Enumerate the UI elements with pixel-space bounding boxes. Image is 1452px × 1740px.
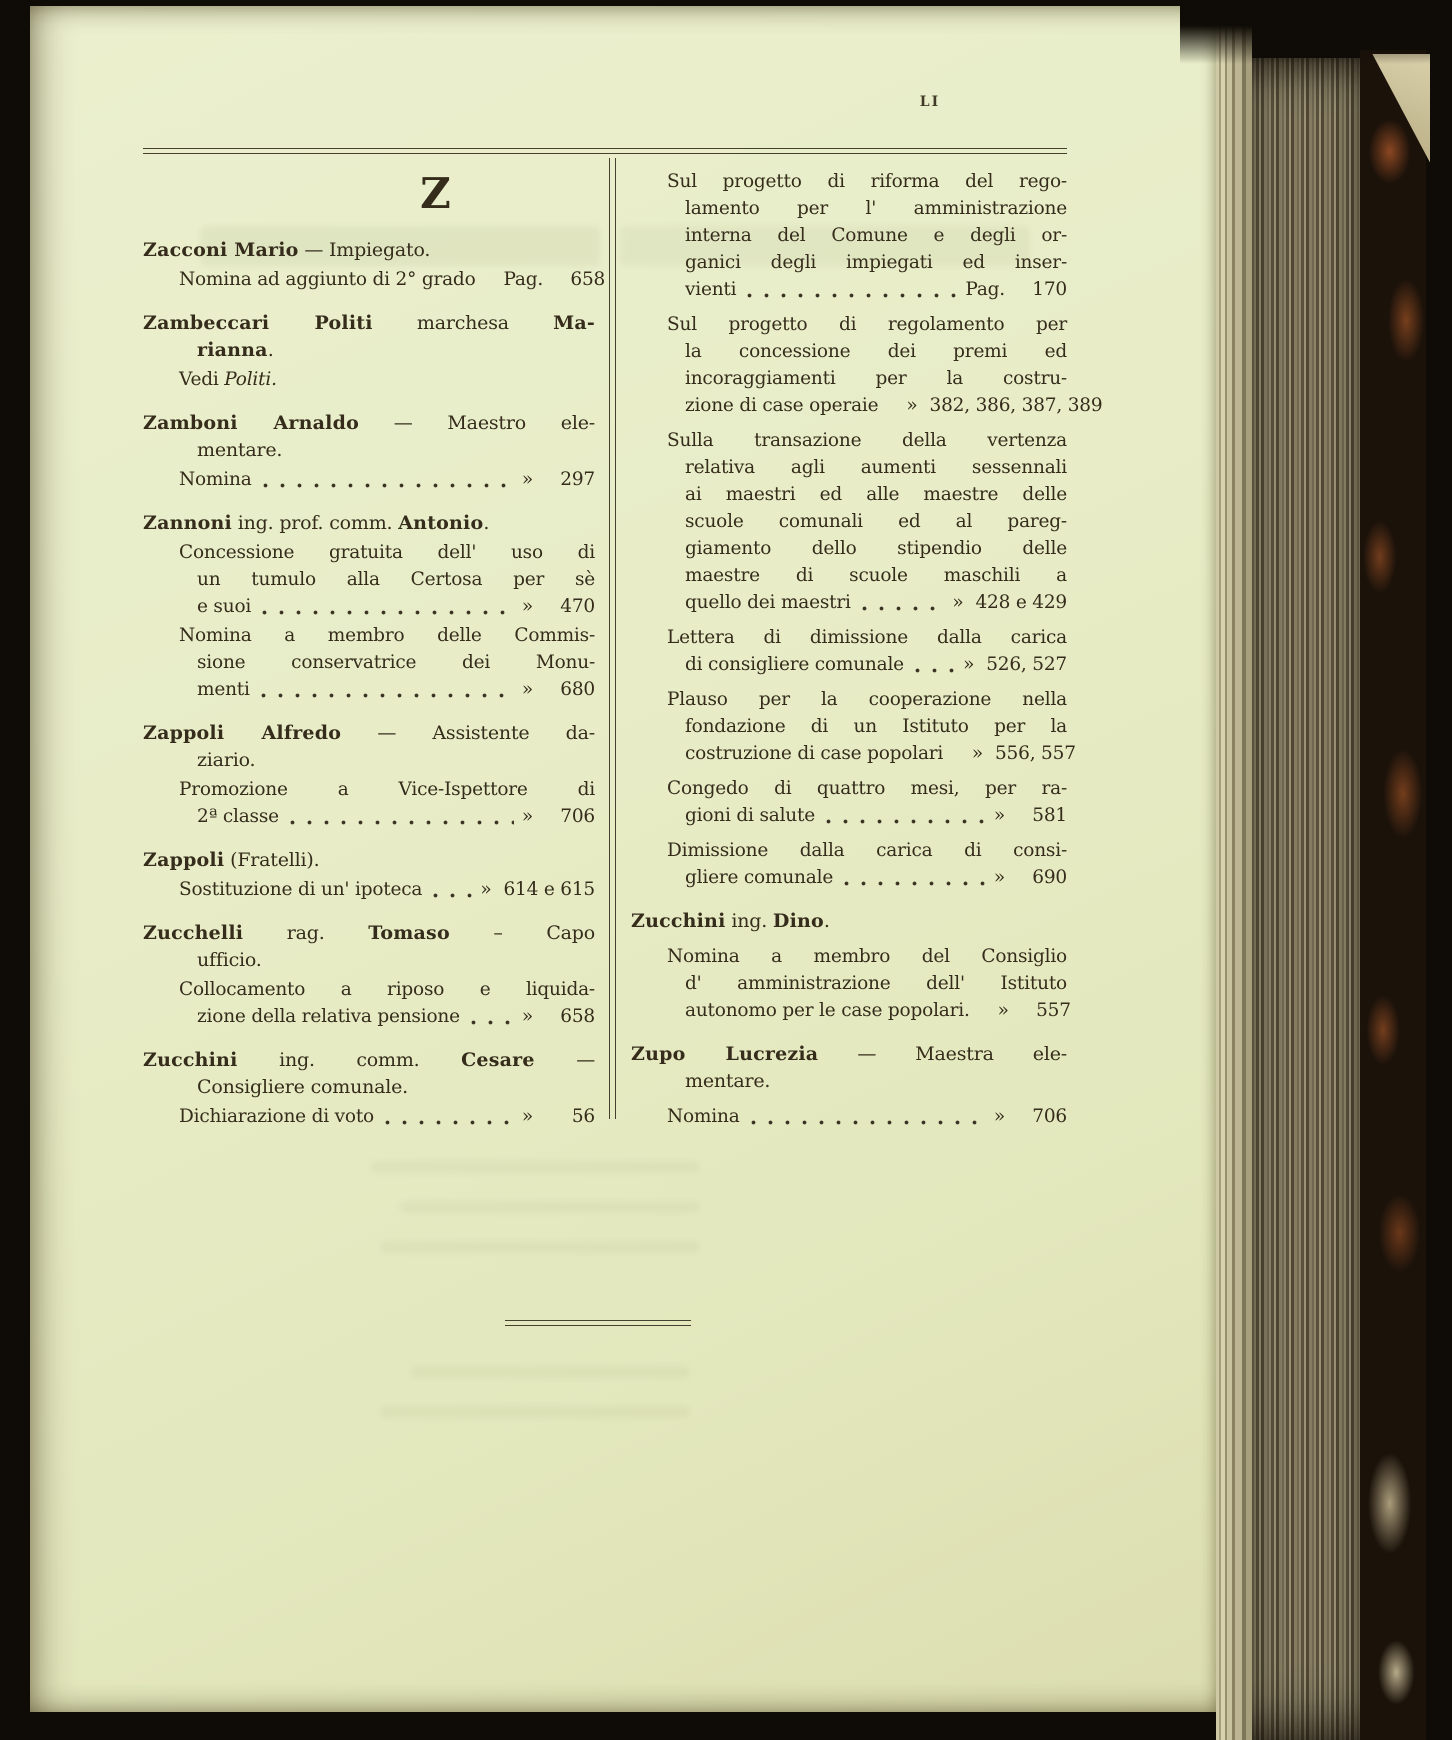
dot-leader xyxy=(262,482,514,489)
index-line xyxy=(143,803,595,830)
entry-text: autonomo per le case popolari. xyxy=(685,1000,970,1021)
page-ref-symbol: » xyxy=(993,805,1005,826)
index-line xyxy=(631,740,1076,767)
page-number: 526, 527 xyxy=(986,654,1067,675)
index-line: ai maestri ed alle maestre delle xyxy=(685,484,1067,505)
left-column xyxy=(143,154,606,1130)
entry-heading xyxy=(143,310,595,337)
text-segment: Zambeccari Politi xyxy=(143,312,373,334)
entry-item xyxy=(631,686,1076,767)
index-entry xyxy=(143,310,595,393)
folio-page-number: LI xyxy=(919,94,941,110)
entry-item xyxy=(631,1103,1067,1130)
index-entry xyxy=(631,1041,1067,1130)
dot-leader xyxy=(914,667,955,674)
entry-heading xyxy=(631,1068,1067,1095)
entry-item xyxy=(143,366,595,393)
text-segment: — Impiegato. xyxy=(298,239,431,261)
index-columns xyxy=(143,154,1103,1130)
page-ref-symbol: » xyxy=(971,743,983,764)
page-number: 680 xyxy=(560,679,595,700)
top-shadow xyxy=(1180,0,1452,64)
page-number: 614 e 615 xyxy=(503,879,595,900)
entry-text: zione della relativa pensione xyxy=(197,1006,460,1027)
index-entry xyxy=(631,908,1071,1024)
entry-heading xyxy=(143,947,595,974)
text-segment: Ma- xyxy=(553,312,595,334)
text-segment: mentare. xyxy=(197,439,283,461)
page-stack-edges xyxy=(1216,10,1252,1740)
entry-item xyxy=(631,311,1103,419)
entry-text: vienti xyxy=(685,279,737,300)
column-gutter xyxy=(595,154,631,1130)
entry-item xyxy=(631,837,1067,891)
dot-leader xyxy=(432,892,472,899)
index-entry xyxy=(143,847,595,903)
text-segment: . xyxy=(823,910,830,932)
index-line: Collocamento a riposo e liquida- xyxy=(179,979,595,1000)
index-line: giamento dello stipendio delle xyxy=(685,538,1067,559)
page-ref-symbol: » xyxy=(521,596,533,617)
index-line xyxy=(143,266,606,293)
spacer xyxy=(486,282,496,289)
bleedthrough-smudge xyxy=(410,1366,690,1378)
entry-heading xyxy=(631,908,1067,935)
text-segment: rag. xyxy=(243,922,369,944)
entry-item xyxy=(143,776,595,830)
dot-leader xyxy=(289,819,514,826)
index-line: fondazione di un Istituto per la xyxy=(685,716,1067,737)
page-number: 658 xyxy=(560,1006,595,1027)
entry-item xyxy=(143,539,595,620)
bleedthrough-smudge xyxy=(380,1406,690,1418)
spacer xyxy=(953,756,964,763)
index-line: un tumulo alla Certosa per sè xyxy=(197,569,595,590)
entry-heading xyxy=(143,237,595,264)
text-segment: Tomaso xyxy=(368,922,450,944)
entry-heading xyxy=(143,747,595,774)
index-line: Plauso per la cooperazione nella xyxy=(667,689,1067,710)
index-line: d' amministrazione dell' Istituto xyxy=(685,973,1067,994)
index-line xyxy=(143,593,595,620)
index-entry xyxy=(143,237,606,293)
entry-item xyxy=(143,266,606,293)
entry-text: gioni di salute xyxy=(685,805,815,826)
index-entry xyxy=(143,920,595,1030)
entry-text: zione di case operaie xyxy=(685,395,879,416)
text-segment: – Capo xyxy=(449,922,595,944)
page-ref-symbol: » xyxy=(521,1106,533,1127)
page-number: 690 xyxy=(1032,867,1067,888)
text-segment: Zupo Lucrezia xyxy=(631,1043,819,1065)
entry-heading xyxy=(143,410,595,437)
text-segment: Zucchini xyxy=(143,1049,238,1071)
entry-item xyxy=(631,943,1071,1024)
dot-leader xyxy=(470,1019,514,1026)
page-number: 470 xyxy=(560,596,595,617)
page-number: 297 xyxy=(560,469,595,490)
text-segment: Zucchelli xyxy=(143,922,244,944)
index-line: maestre di scuole maschili a xyxy=(685,565,1067,586)
index-line xyxy=(631,392,1103,419)
entry-item xyxy=(631,427,1067,616)
entry-text: Dichiarazione di voto xyxy=(179,1106,374,1127)
text-segment: (Fratelli). xyxy=(224,849,320,871)
dot-leader xyxy=(746,292,957,299)
entry-text: 2ª classe xyxy=(197,806,279,827)
text-segment: Antonio xyxy=(398,512,484,534)
dot-leader xyxy=(384,1119,514,1126)
text-segment: Zacconi Mario xyxy=(143,239,299,261)
text-segment: Dino xyxy=(772,910,824,932)
index-line: Congedo di quattro mesi, per ra- xyxy=(667,778,1067,799)
entry-heading xyxy=(631,1041,1067,1068)
entry-text: Nomina xyxy=(179,469,252,490)
text-segment: ing. comm. xyxy=(237,1049,462,1071)
entry-text: Sostituzione di un' ipoteca xyxy=(179,879,423,900)
page-ref-symbol: » xyxy=(480,879,492,900)
text-segment: ufficio. xyxy=(197,949,262,971)
text-segment: Politi. xyxy=(224,369,277,390)
index-line: incoraggiamenti per la costru- xyxy=(685,368,1067,389)
page-number: 382, 386, 387, 389 xyxy=(929,395,1103,416)
text-segment: Zappoli xyxy=(143,849,225,871)
entry-text: costruzione di case popolari xyxy=(685,743,944,764)
text-segment: marchesa xyxy=(372,312,554,334)
index-line xyxy=(631,864,1067,891)
section-end-rule xyxy=(505,1320,691,1326)
index-line: Dimissione dalla carica di consi- xyxy=(667,840,1067,861)
page-ref-symbol: » xyxy=(521,1006,533,1027)
text-segment: Zannoni xyxy=(143,512,232,534)
index-entry xyxy=(143,720,595,830)
right-column xyxy=(631,154,1103,1130)
page-number: 556, 557 xyxy=(994,743,1076,764)
dot-leader xyxy=(861,605,945,612)
index-line xyxy=(631,802,1067,829)
text-segment: ing. xyxy=(725,910,773,932)
dot-leader xyxy=(825,818,986,825)
text-segment: — Maestro ele- xyxy=(358,412,595,434)
index-line: Concessione gratuita dell' uso di xyxy=(179,542,595,563)
text-segment: Zamboni Arnaldo xyxy=(143,412,359,434)
index-line xyxy=(631,997,1071,1024)
entry-item xyxy=(631,624,1067,678)
page-ref-symbol: Pag. xyxy=(965,279,1005,300)
text-segment: Zappoli Alfredo xyxy=(143,722,342,744)
entry-text: Nomina xyxy=(667,1106,740,1127)
text-segment: rianna xyxy=(197,339,268,361)
index-line xyxy=(143,676,595,703)
index-line: Nomina a membro delle Commis- xyxy=(179,625,595,646)
text-segment: — xyxy=(534,1049,595,1071)
index-line: Lettera di dimissione dalla carica xyxy=(667,627,1067,648)
index-line xyxy=(143,1103,595,1130)
index-line: Promozione a Vice-Ispettore di xyxy=(179,779,595,800)
index-line xyxy=(631,1103,1067,1130)
index-line: ganici degli impiegati ed inser- xyxy=(685,252,1067,273)
entry-item xyxy=(143,876,595,903)
section-letter-heading: Z xyxy=(420,169,453,218)
index-line xyxy=(631,589,1067,616)
spacer xyxy=(888,408,898,415)
text-segment: . xyxy=(267,339,274,361)
page-ref-symbol: » xyxy=(521,469,533,490)
dot-leader xyxy=(260,692,514,699)
entry-heading xyxy=(143,337,595,364)
index-line: Sulla transazione della vertenza xyxy=(667,430,1067,451)
entry-item xyxy=(143,976,595,1030)
dot-leader xyxy=(843,880,986,887)
text-segment: Zucchini xyxy=(631,910,726,932)
entry-text: di consigliere comunale xyxy=(685,654,904,675)
index-entry xyxy=(143,410,595,493)
text-segment: Consigliere comunale. xyxy=(197,1076,409,1098)
entry-heading xyxy=(143,920,595,947)
entry-text: e suoi xyxy=(197,596,252,617)
text-segment: mentare. xyxy=(685,1070,771,1092)
index-line xyxy=(143,466,595,493)
text-segment: — Assistente da- xyxy=(341,722,595,744)
page-number: 170 xyxy=(1032,279,1067,300)
entry-heading xyxy=(143,1047,595,1074)
entry-item xyxy=(631,168,1067,303)
bleedthrough-smudge xyxy=(370,1161,700,1173)
index-line: sione conservatrice dei Monu- xyxy=(197,652,595,673)
text-segment: ing. prof. comm. xyxy=(231,512,399,534)
page-ref-symbol: » xyxy=(952,592,964,613)
page-ref-symbol: » xyxy=(906,395,918,416)
text-segment: Cesare xyxy=(461,1049,535,1071)
index-line xyxy=(143,1003,595,1030)
index-line: relativa agli aumenti sessennali xyxy=(685,457,1067,478)
index-line xyxy=(143,366,595,393)
index-line: lamento per l' amministrazione xyxy=(685,198,1067,219)
entry-heading xyxy=(143,847,595,874)
entry-text: Nomina ad aggiunto di 2° grado xyxy=(179,269,476,290)
page-ref-symbol: » xyxy=(521,806,533,827)
index-entry xyxy=(143,1047,595,1130)
index-line xyxy=(631,276,1067,303)
page-ref-symbol: Pag. xyxy=(503,269,544,290)
entry-item xyxy=(143,622,595,703)
text-segment: Vedi xyxy=(179,369,225,390)
book-fore-edge xyxy=(1252,58,1360,1740)
text-segment: ziario. xyxy=(197,749,256,771)
bleedthrough-smudge xyxy=(380,1241,700,1253)
spacer xyxy=(980,1013,990,1020)
page-number: 658 xyxy=(570,269,606,290)
entry-item xyxy=(631,775,1067,829)
entry-item xyxy=(143,466,595,493)
entry-heading xyxy=(143,1074,595,1101)
index-line: interna del Comune e degli or- xyxy=(685,225,1067,246)
entry-text: quello dei maestri xyxy=(685,592,851,613)
page-ref-symbol: » xyxy=(963,654,975,675)
dot-leader xyxy=(750,1119,986,1126)
index-line xyxy=(631,651,1067,678)
page-ref-symbol: » xyxy=(997,1000,1009,1021)
entry-text: gliere comunale xyxy=(685,867,834,888)
book-page xyxy=(30,6,1216,1712)
text-segment: . xyxy=(483,512,490,534)
dot-leader xyxy=(261,609,514,616)
index-entry xyxy=(143,510,595,703)
text-segment: — Maestra ele- xyxy=(818,1043,1067,1065)
bleedthrough-smudge xyxy=(400,1201,700,1213)
index-line: Sul progetto di riforma del rego- xyxy=(667,171,1067,192)
page-number: 706 xyxy=(560,806,595,827)
page-number: 56 xyxy=(571,1106,595,1127)
page-number: 581 xyxy=(1032,805,1067,826)
page-ref-symbol: » xyxy=(993,1106,1005,1127)
index-line: Sul progetto di regolamento per xyxy=(667,314,1067,335)
entry-heading xyxy=(143,510,595,537)
index-line: Nomina a membro del Consiglio xyxy=(667,946,1067,967)
column-divider-double-rule xyxy=(609,158,616,1119)
entry-heading xyxy=(143,437,595,464)
index-line: scuole comunali ed al pareg- xyxy=(685,511,1067,532)
entry-item xyxy=(143,1103,595,1130)
page-number: 557 xyxy=(1036,1000,1071,1021)
index-line xyxy=(143,876,595,903)
entry-text: menti xyxy=(197,679,250,700)
entry-heading xyxy=(143,720,595,747)
index-entry xyxy=(631,168,1103,891)
page-ref-symbol: » xyxy=(521,679,533,700)
index-line: la concessione dei premi ed xyxy=(685,341,1067,362)
marbled-cover-edge xyxy=(1360,50,1426,1740)
page-number: 706 xyxy=(1032,1106,1067,1127)
page-number: 428 e 429 xyxy=(975,592,1067,613)
page-ref-symbol: » xyxy=(993,867,1005,888)
